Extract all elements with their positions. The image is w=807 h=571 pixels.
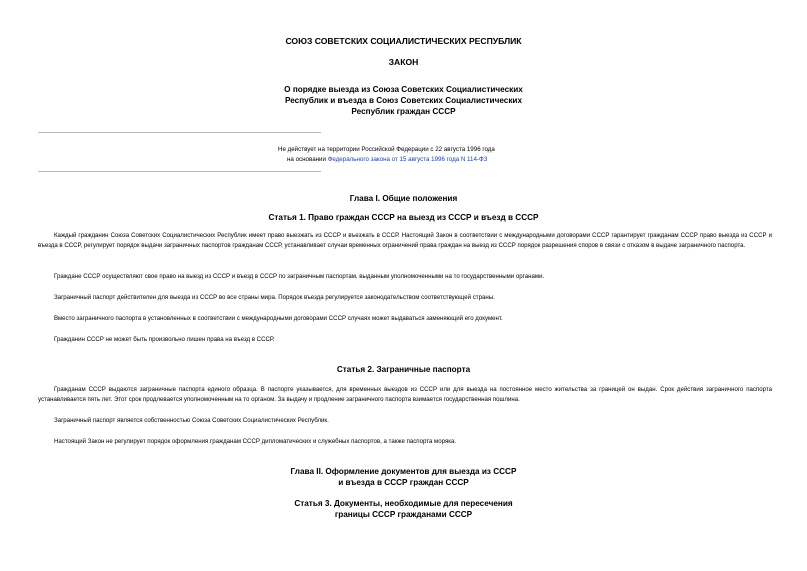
federal-law-link[interactable]: Федерального закона от 15 августа 1996 года N 114-ФЗ bbox=[327, 156, 488, 163]
article-1-paragraph: Гражданин СССР не может быть произвольно лишен права на въезд в СССР. bbox=[54, 336, 275, 343]
article-2-paragraph: Гражданам СССР выдаются заграничные паспорта единого образца. В паспорте указывается, для временных выездов из СССР или для выезда на постоянное место жительства за границей он выдан. Срок действия заграничного паспорта устанавливается пять лет. Этот срок продлевается уполномоченным на то органом. За выдачу и продление заграничного паспорта взимается государственная пошлина. bbox=[38, 386, 772, 403]
law-title-line: Республик и въезда в Союз Советских Социалистических bbox=[284, 96, 523, 105]
article-3-title-line: Статья 3. Документы, необходимые для пересечения bbox=[294, 499, 513, 508]
chapter-2-title bbox=[0, 466, 807, 488]
status-notice bbox=[38, 145, 772, 165]
article-2-paragraph: Настоящий Закон не регулирует порядок оформления гражданам СССР дипломатических и служебных паспортов, а также паспорта моряка. bbox=[54, 438, 457, 445]
chapter-2-title-line: Глава II. Оформление документов для выезда из СССР bbox=[290, 467, 517, 476]
article-1-paragraph: Заграничный паспорт действителен для выезда из СССР во все страны мира. Порядок въезда регулируется законодательством соответствующей страны. bbox=[54, 294, 495, 301]
article-2-paragraph: Заграничный паспорт является собственностью Союза Советских Социалистических Республик. bbox=[54, 417, 329, 424]
law-title-line: Республик граждан СССР bbox=[351, 107, 456, 116]
divider-top bbox=[38, 132, 321, 133]
article-1-paragraph: Каждый гражданин Союза Советских Социалистических Республик имеет право выезжать из СССР и въезжать в СССР. Настоящий Закон в соответствии с международными договорами СССР гарантирует гражданам СССР право выезда из СССР и въезда в СССР, регулирует порядок выдачи заграничных паспортов гражданам СССР, устанавливает случаи временных ограничений права граждан на выезд из СССР порядок разрешения споров в связи с отказом в выдаче заграничного паспорта. bbox=[38, 232, 772, 249]
notice-line-2 bbox=[38, 155, 772, 165]
article-1-paragraph: Вместо заграничного паспорта в установленных в соответствии с международными договорами СССР случаях может выдаваться заменяющий его документ. bbox=[54, 315, 503, 322]
article-3-title bbox=[0, 498, 807, 520]
law-title-line: О порядке выезда из Союза Советских Социалистических bbox=[284, 85, 523, 94]
article-3-title-line: границы СССР гражданами СССР bbox=[334, 510, 473, 519]
union-title: СОЮЗ СОВЕТСКИХ СОЦИАЛИСТИЧЕСКИХ РЕСПУБЛИК bbox=[285, 36, 522, 46]
law-title bbox=[0, 84, 807, 117]
divider-bottom bbox=[38, 171, 321, 172]
chapter-2-title-line: и въезда в СССР граждан СССР bbox=[338, 478, 469, 487]
article-1-title: Статья 1. Право граждан СССР на выезд из СССР и въезд в СССР bbox=[268, 213, 539, 222]
chapter-1-title: Глава I. Общие положения bbox=[349, 194, 458, 203]
notice-line-1: Не действует на территории Российской Федерации с 22 августа 1996 года bbox=[278, 146, 495, 153]
law-label: ЗАКОН bbox=[388, 57, 419, 67]
notice-prefix: на основании bbox=[287, 156, 328, 163]
article-1-paragraph: Граждане СССР осуществляют свое право на выезд из СССР и въезд в СССР по заграничным паспортам, выданным уполномоченными на то государственными органами. bbox=[54, 273, 545, 280]
article-2-title: Статья 2. Заграничные паспорта bbox=[336, 365, 471, 374]
